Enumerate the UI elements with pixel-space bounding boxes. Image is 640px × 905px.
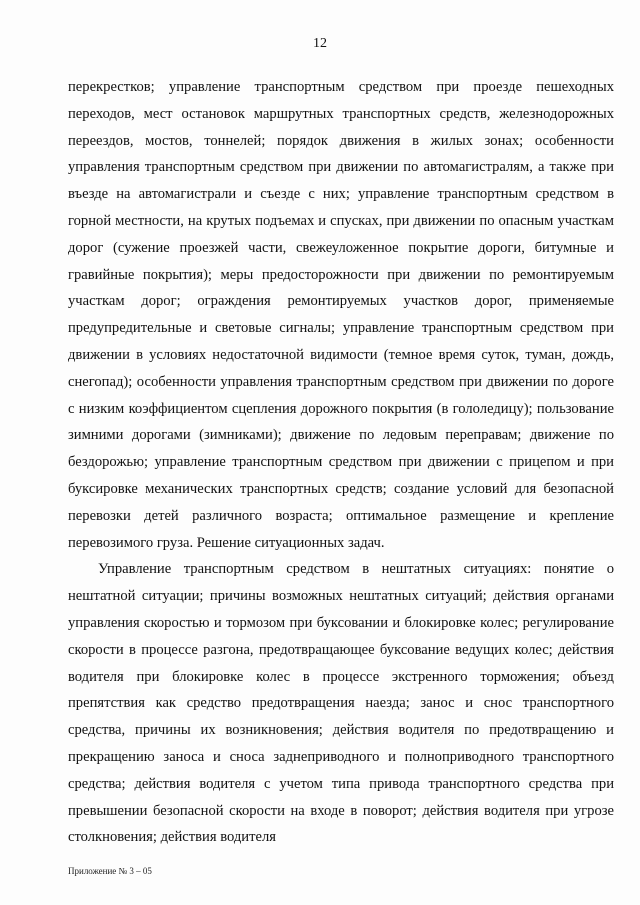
page-number: 12 bbox=[313, 36, 327, 51]
paragraph-2: Управление транспортным средством в нештатных ситуациях: понятие о нештатной ситуации; причины возможных нештатных ситуаций; действия органами управления скоростью и тормозом при буксовании и блокировке колес; регулирование скорости в процессе разгона, предотвращающее буксование ведущих колес; действия водителя при блокировке колес в процессе экстренного торможения; объезд препятствия как средство предотвращения наезда; занос и снос транспортного средства, причины их возникновения; действия водителя по предотвращению и прекращению заноса и сноса заднеприводного и полноприводного транспортного средства; действия водителя с учетом типа привода транспортного средства при превышении безопасной скорости на входе в поворот; действия водителя при угрозе столкновения; действия водителя bbox=[68, 561, 614, 846]
page-footer: Приложение № 3 – 05 bbox=[68, 866, 152, 876]
paragraph-1: перекрестков; управление транспортным средством при проезде пешеходных переходов, мест остановок маршрутных транспортных средств, железнодорожных переездов, мостов, тоннелей; порядок движения в жилых зонах; особенности управления транспортным средством при движении по автомагистралям, а также при въезде на автомагистрали и съезде с них; управление транспортным средством в горной местности, на крутых подъемах и спусках, при движении по опасным участкам дорог (сужение проезжей части, свежеуложенное покрытие дороги, битумные и гравийные покрытия); меры предосторожности при движении по ремонтируемым участкам дорог; ограждения ремонтируемых участков дорог, применяемые предупредительные и световые сигналы; управление транспортным средством при движении в условиях недостаточной видимости (темное время суток, туман, дождь, снегопад); особенности управления транспортным средством при движении по дороге с низким коэффициентом сцепления дорожного покрытия (в гололедицу); пользование зимними дорогами (зимниками); движение по ледовым переправам; движение по бездорожью; управление транспортным средством при движении с прицепом и при буксировке механических транспортных средств; создание условий для безопасной перевозки детей различного возраста; оптимальное размещение и крепление перевозимого груза. Решение ситуационных задач. bbox=[68, 79, 614, 551]
body-text bbox=[68, 74, 614, 851]
